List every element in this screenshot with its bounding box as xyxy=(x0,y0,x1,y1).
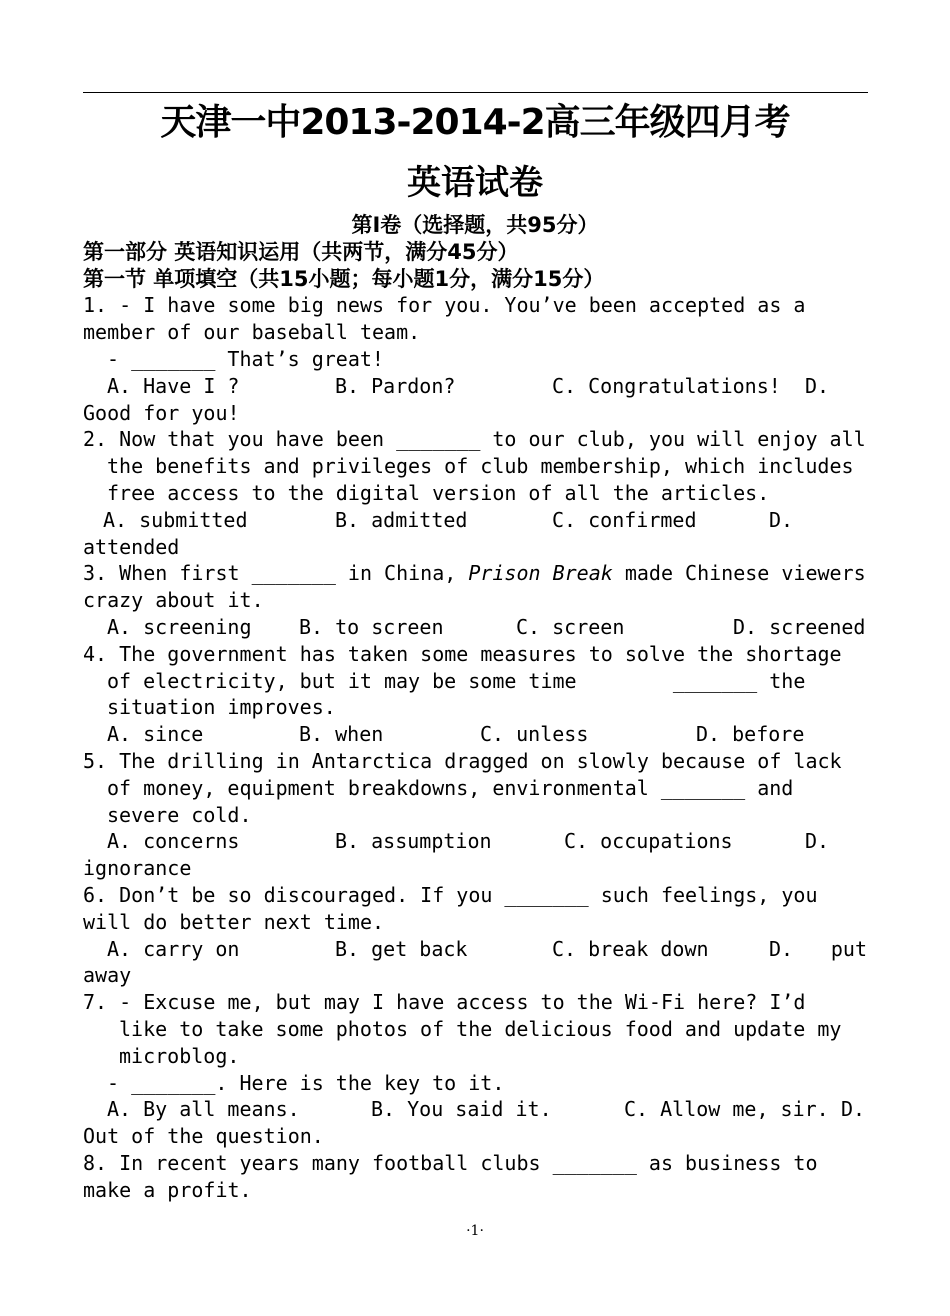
options-row xyxy=(83,721,867,748)
question-text: 1. - I have some big news for you. You’ve been accepted as a xyxy=(83,293,806,318)
question-text: 7. - Excuse me, but may I have access to the Wi-Fi here? I’d xyxy=(83,990,806,1015)
question-6 xyxy=(83,882,867,989)
option-d-text: attended xyxy=(83,534,180,559)
option-d: D. xyxy=(769,936,794,961)
part-heading: 第一部分 英语知识运用（共两节，满分45分） xyxy=(83,239,519,264)
options-row xyxy=(83,1096,867,1123)
question-text-end: made Chinese viewers xyxy=(612,561,866,586)
option-d-text: ignorance xyxy=(83,856,192,881)
exam-subtitle: 英语试卷 xyxy=(407,163,543,203)
option-a: A. carry on xyxy=(107,936,240,961)
question-text: free access to the digital version of all the articles. xyxy=(107,480,770,505)
option-c: C. break down xyxy=(552,936,709,961)
option-c: C. Congratulations! xyxy=(552,373,781,398)
option-a: A. screening xyxy=(107,614,252,639)
question-8 xyxy=(83,1150,867,1204)
question-text xyxy=(83,560,867,587)
option-b: B. Pardon? xyxy=(335,373,456,398)
movie-title: Prison Break xyxy=(468,561,613,586)
option-a: A. concerns xyxy=(107,829,240,854)
options-row xyxy=(83,507,867,534)
question-dialogue: - _______ That’s great! xyxy=(107,346,384,371)
option-d-text: put xyxy=(830,936,867,961)
options-row xyxy=(83,614,867,641)
volume-heading: 第Ⅰ卷（选择题，共95分） xyxy=(351,213,599,237)
option-d: D. xyxy=(769,507,794,532)
option-a: A. Have I ? xyxy=(107,373,240,398)
page-number: ·1· xyxy=(466,1223,484,1239)
option-d: D. xyxy=(805,373,830,398)
question-text: 6. Don’t be so discouraged. If you _______ such feelings, you xyxy=(83,882,818,907)
question-text-start: 3. When first _______ in China, xyxy=(83,561,469,586)
question-text: of money, equipment breakdowns, environmental _______ and xyxy=(107,775,794,800)
options-row xyxy=(83,373,867,400)
question-4 xyxy=(83,641,867,748)
section-heading: 第一节 单项填空（共15小题；每小题1分，满分15分） xyxy=(83,266,605,291)
options-row xyxy=(83,936,867,963)
question-text: 2. Now that you have been _______ to our club, you will enjoy all xyxy=(83,427,866,452)
top-rule xyxy=(83,92,868,93)
option-b: B. to screen xyxy=(299,614,444,639)
question-1 xyxy=(83,292,867,426)
question-text: make a profit. xyxy=(83,1177,252,1202)
question-text: 4. The government has taken some measures to solve the shortage xyxy=(83,641,842,666)
option-c: C. Allow me, sir. xyxy=(624,1097,829,1122)
option-b: B. admitted xyxy=(335,507,468,532)
question-text: 5. The drilling in Antarctica dragged on slowly because of lack xyxy=(83,748,842,773)
option-d: D. xyxy=(841,1097,866,1122)
question-2 xyxy=(83,426,867,560)
question-text: the benefits and privileges of club membership, which includes xyxy=(107,454,854,479)
option-a: A. By all means. xyxy=(107,1097,300,1122)
option-d-text: Out of the question. xyxy=(83,1124,324,1149)
question-text: situation improves. xyxy=(107,695,336,720)
question-5 xyxy=(83,748,867,882)
question-text: member of our baseball team. xyxy=(83,320,421,345)
option-d-text: Good for you! xyxy=(83,400,240,425)
question-text: 8. In recent years many football clubs _______ as business to xyxy=(83,1150,818,1175)
option-c: C. confirmed xyxy=(552,507,697,532)
question-text: crazy about it. xyxy=(83,588,264,613)
question-text: microblog. xyxy=(119,1043,240,1068)
question-text: of electricity, but it may be some time _______ the xyxy=(107,668,806,693)
option-b: B. when xyxy=(299,722,384,747)
option-b: B. assumption xyxy=(335,829,492,854)
option-d: D. xyxy=(805,829,830,854)
option-c: C. screen xyxy=(516,614,625,639)
exam-content xyxy=(83,212,867,1203)
option-d: D. before xyxy=(696,722,805,747)
exam-title: 天津一中2013-2014-2高三年级四月考 xyxy=(160,102,790,143)
option-b: B. You said it. xyxy=(371,1097,552,1122)
option-a: A. since xyxy=(107,722,204,747)
question-text: like to take some photos of the delicious food and update my xyxy=(119,1016,842,1041)
option-c: C. unless xyxy=(480,722,589,747)
question-text: severe cold. xyxy=(107,802,252,827)
question-7 xyxy=(83,989,867,1150)
option-d: D. screened xyxy=(733,614,866,639)
options-row xyxy=(83,828,867,855)
option-a: A. submitted xyxy=(103,507,248,532)
question-text: will do better next time. xyxy=(83,909,385,934)
question-dialogue: - _______. Here is the key to it. xyxy=(107,1070,505,1095)
option-c: C. occupations xyxy=(564,829,733,854)
question-3 xyxy=(83,560,867,640)
option-b: B. get back xyxy=(335,936,468,961)
option-d-text-cont: away xyxy=(83,963,132,988)
